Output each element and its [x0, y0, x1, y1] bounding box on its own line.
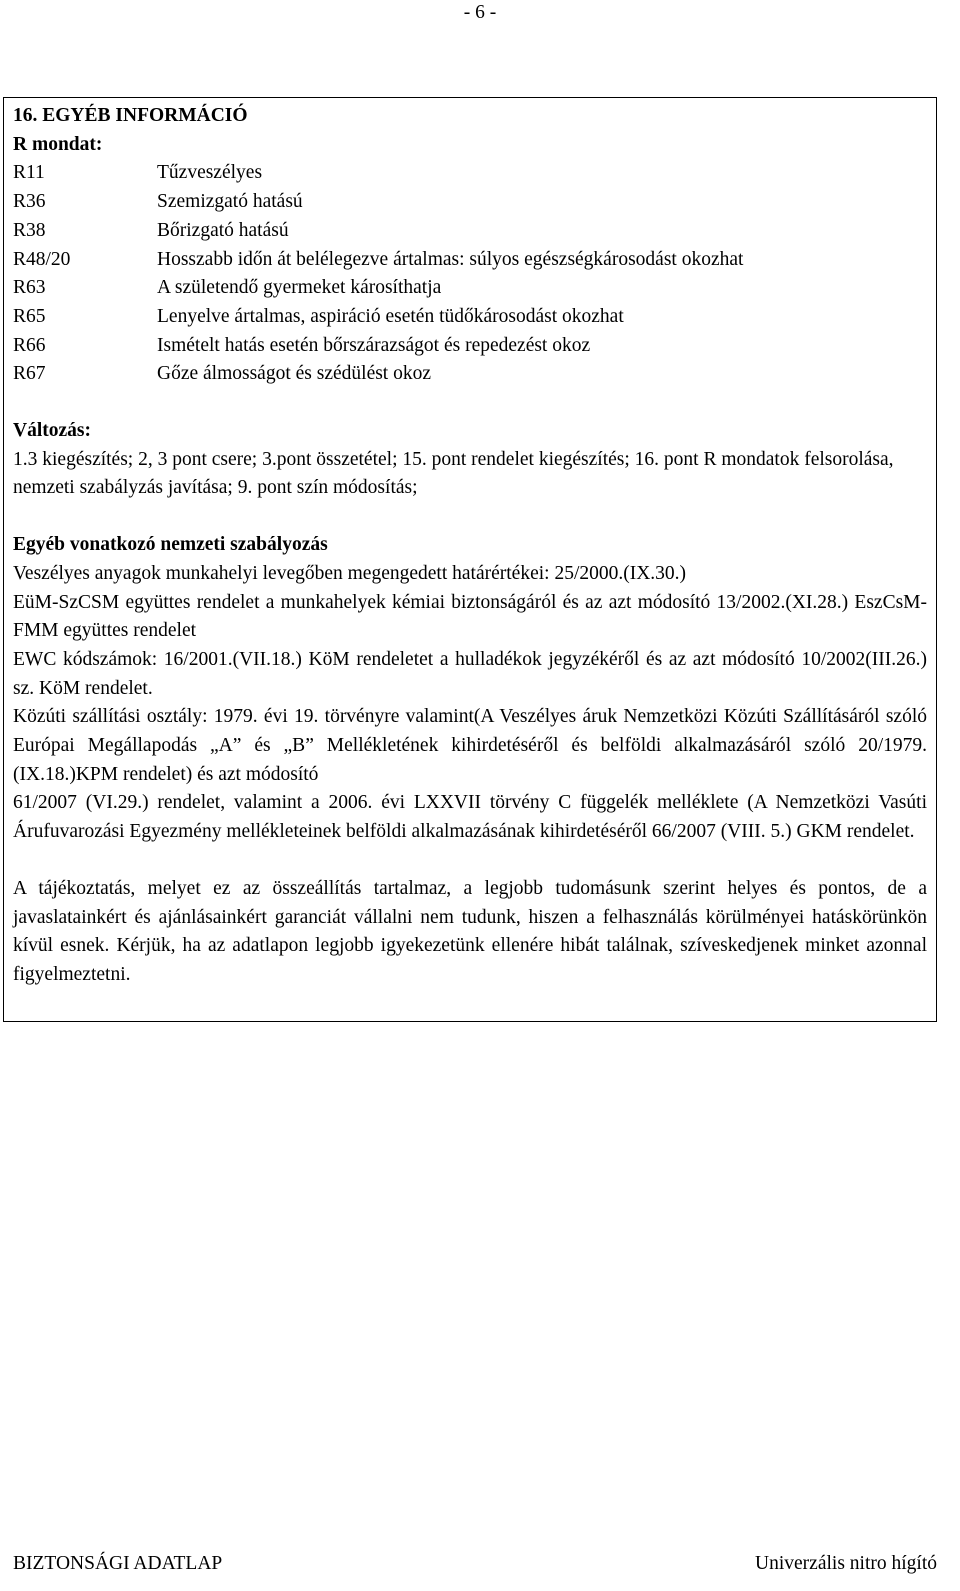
- r-phrase-text: Hosszabb időn át belélegezve ártalmas: súlyos egészségkárosodást okozhat: [157, 248, 744, 270]
- r-phrase-code: R63: [13, 277, 46, 299]
- r-phrase-row: [13, 274, 927, 303]
- r-phrase-text: Ismételt hatás esetén bőrszárazságot és repedezést okoz: [157, 334, 591, 356]
- r-phrase-text: Bőrizgató hatású: [157, 219, 289, 241]
- r-phrase-row: [13, 303, 927, 332]
- regulation-line: Közúti szállítási osztály: 1979. évi 19. törvényre valamint(A Veszélyes áruk Nemzetközi Közúti Szállításáról szóló Európai Megállapodás „A” és „B” Mellékletének kihirdetéséről és belföldi alkalmazásáról szóló 20/1979.(IX.18.)KPM rendelet) és azt módosító: [13, 706, 927, 785]
- changes-heading: Változás:: [13, 420, 91, 442]
- changes-text: 1.3 kiegészítés; 2, 3 pont csere; 3.pont összetétel; 15. pont rendelet kiegészítés; 16. pont R mondatok felsorolása, nemzeti szabályzás javítása; 9. pont szín módosítás;: [13, 448, 894, 499]
- r-phrase-code: R38: [13, 219, 46, 241]
- r-phrase-text: Gőze álmosságot és szédülést okoz: [157, 363, 432, 385]
- r-phrase-code: R36: [13, 191, 46, 213]
- other-information-section: [3, 97, 937, 1022]
- national-regulation-heading: Egyéb vonatkozó nemzeti szabályozás: [13, 534, 328, 556]
- r-phrase-text: Lenyelve ártalmas, aspiráció esetén tüdőkárosodást okozhat: [157, 305, 624, 327]
- r-phrase-text: Tűzveszélyes: [157, 162, 263, 184]
- r-phrase-row: [13, 188, 927, 217]
- r-phrase-code: R66: [13, 334, 46, 356]
- r-phrase-row: [13, 332, 927, 361]
- r-phrase-text: Szemizgató hatású: [157, 191, 303, 213]
- regulation-line: Veszélyes anyagok munkahelyi levegőben megengedett határértékei: 25/2000.(IX.30.): [13, 562, 687, 584]
- r-phrases-heading: R mondat:: [13, 133, 103, 155]
- section-title: 16. EGYÉB INFORMÁCIÓ: [13, 105, 248, 126]
- r-phrase-row: [13, 246, 927, 275]
- r-phrase-row: [13, 159, 927, 188]
- regulation-line: 61/2007 (VI.29.) rendelet, valamint a 2006. évi LXXVII törvény C függelék melléklete (A Nemzetközi Vasúti Árufuvarozási Egyezmény mellékleteinek belföldi alkalmazásának kihirdetéséről 66/2007 (VIII. 5.) GKM rendelet.: [13, 792, 927, 843]
- disclaimer-paragraph: A tájékoztatás, melyet ez az összeállítás tartalmaz, a legjobb tudomásunk szerint helyes és pontos, de a javaslatainkért és ajánlásainkért garanciát vállalni nem tudunk, hiszen a felhasználás körülményei hatáskörünkön kívül esnek. Kérjük, ha az adatlapon legjobb igyekezetünk ellenére hibát találnak, szíveskedjenek minket azonnal figyelmeztetni.: [13, 877, 927, 985]
- footer-document-type: BIZTONSÁGI ADATLAP: [13, 1553, 223, 1574]
- r-phrase-row: [13, 217, 927, 246]
- regulation-line: EüM-SzCSM együttes rendelet a munkahelyek kémiai biztonságáról és az azt módosító 13/2002.(XI.28.) EszCsM-FMM együttes rendelet: [13, 591, 927, 642]
- footer-product-name: Univerzális nitro hígító: [755, 1553, 937, 1574]
- r-phrase-text: A születendő gyermeket károsíthatja: [157, 277, 442, 299]
- r-phrase-code: R11: [13, 162, 45, 184]
- r-phrase-row: [13, 360, 927, 389]
- r-phrases-list: [13, 159, 927, 389]
- r-phrase-code: R65: [13, 305, 46, 327]
- regulation-line: EWC kódszámok: 16/2001.(VII.18.) KöM rendeletet a hulladékok jegyzékéről és az azt módosító 10/2002(III.26.) sz. KöM rendelet.: [13, 648, 927, 699]
- r-phrase-code: R67: [13, 363, 46, 385]
- r-phrase-code: R48/20: [13, 248, 71, 270]
- page-number: - 6 -: [463, 2, 497, 23]
